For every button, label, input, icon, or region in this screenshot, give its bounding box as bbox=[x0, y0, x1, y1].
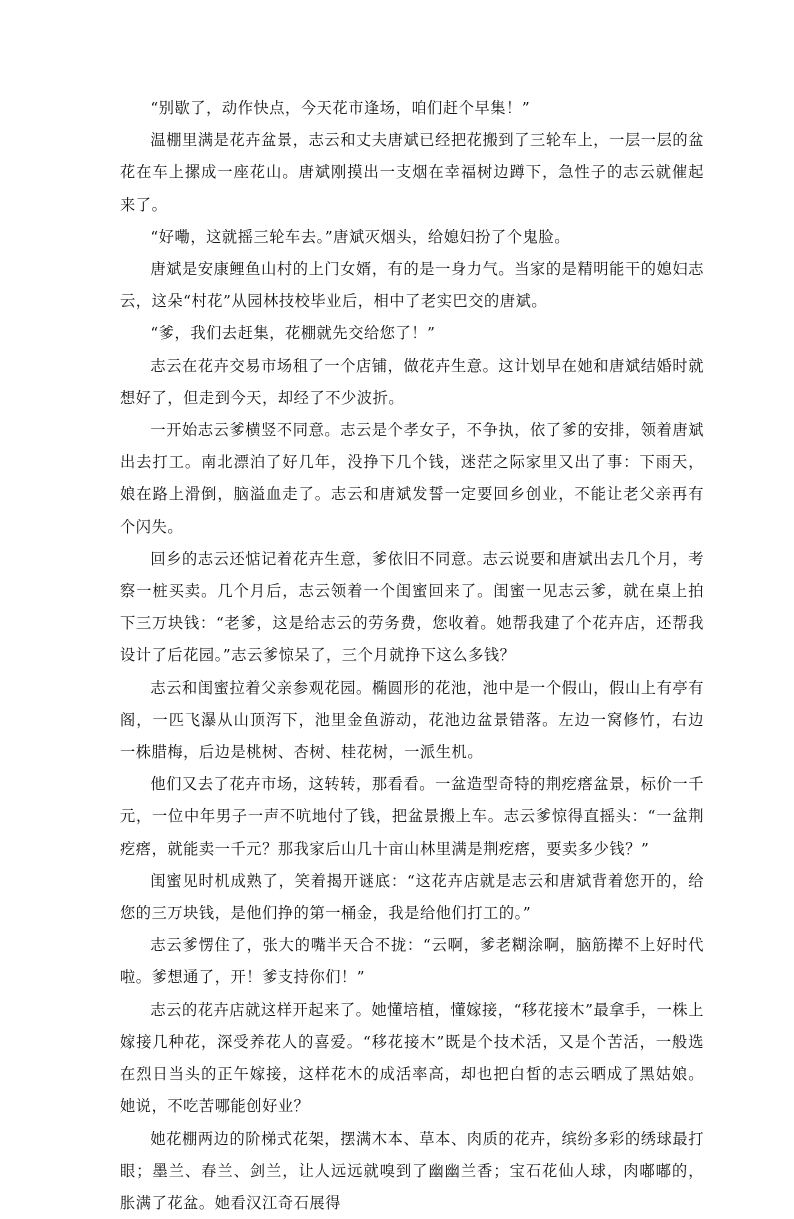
paragraph-8: 回乡的志云还惦记着花卉生意，爹依旧不同意。志云说要和唐斌出去几个月，考察一桩买卖。几个月后，志云领着一个闺蜜回来了。闺蜜一见志云爹，就在桌上拍下三万块钱：“老爹，这是给志云的劳务费，您收着。她帮我建了个花卉店，还帮我设计了后花园。”志云爹惊呆了，三个月就挣下这么多钱？ bbox=[120, 543, 704, 672]
paragraph-11: 闺蜜见时机成熟了，笑着揭开谜底：“这花卉店就是志云和唐斌背着您开的，给您的三万块钱，是他们挣的第一桶金，我是给他们打工的。” bbox=[120, 865, 704, 929]
paragraph-5: “爹，我们去赶集，花棚就先交给您了！” bbox=[120, 317, 704, 349]
paragraph-12: 志云爹愣住了，张大的嘴半天合不拢：“云啊，爹老糊涂啊，脑筋撵不上好时代啦。爹想通了，开！爹支持你们！” bbox=[120, 929, 704, 993]
paragraph-7: 一开始志云爹横竖不同意。志云是个孝女子，不争执，依了爹的安排，领着唐斌出去打工。南北漂泊了好几年，没挣下几个钱，迷茫之际家里又出了事：下雨天，娘在路上滑倒，脑溢血走了。志云和唐斌发誓一定要回乡创业，不能让老父亲再有个闪失。 bbox=[120, 414, 704, 543]
paragraph-2: 温棚里满是花卉盆景，志云和丈夫唐斌已经把花搬到了三轮车上，一层一层的盆花在车上摞成一座花山。唐斌刚摸出一支烟在幸福树边蹲下，急性子的志云就催起来了。 bbox=[120, 124, 704, 221]
paragraph-6: 志云在花卉交易市场租了一个店铺，做花卉生意。这计划早在她和唐斌结婚时就想好了，但走到今天，却经了不少波折。 bbox=[120, 350, 704, 414]
paragraph-4: 唐斌是安康鲤鱼山村的上门女婿，有的是一身力气。当家的是精明能干的媳妇志云，这朵“村花”从园林技校毕业后，相中了老实巴交的唐斌。 bbox=[120, 253, 704, 317]
paragraph-9: 志云和闺蜜拉着父亲参观花园。椭圆形的花池，池中是一个假山，假山上有亭有阁，一匹飞瀑从山顶泻下，池里金鱼游动，花池边盆景错落。左边一窝修竹，右边一株腊梅，后边是桃树、杏树、桂花树，一派生机。 bbox=[120, 672, 704, 769]
paragraph-1: “别歇了，动作快点，今天花市逢场，咱们赶个早集！” bbox=[120, 92, 704, 124]
paragraph-13: 志云的花卉店就这样开起来了。她懂培植，懂嫁接，“移花接木”最拿手，一株上嫁接几种花，深受养花人的喜爱。“移花接木”既是个技术活，又是个苦活，一般选在烈日当头的正午嫁接，这样花木的成活率高，却也把白皙的志云晒成了黑姑娘。她说，不吃苦哪能创好业？ bbox=[120, 994, 704, 1123]
story-text bbox=[120, 92, 704, 1219]
paragraph-3: “好嘞，这就摇三轮车去。”唐斌灭烟头，给媳妇扮了个鬼脸。 bbox=[120, 221, 704, 253]
paragraph-14: 她花棚两边的阶梯式花架，摆满木本、草本、肉质的花卉，缤纷多彩的绣球最打眼；墨兰、春兰、剑兰，让人远远就嗅到了幽幽兰香；宝石花仙人球，肉嘟嘟的，胀满了花盆。她看汉江奇石展得 bbox=[120, 1123, 704, 1219]
paragraph-10: 他们又去了花卉市场，这转转，那看看。一盆造型奇特的荆疙瘩盆景，标价一千元，一位中年男子一声不吭地付了钱，把盆景搬上车。志云爹惊得直摇头：“一盆荆疙瘩，就能卖一千元？那我家后山几十亩山林里满是荆疙瘩，要卖多少钱？” bbox=[120, 768, 704, 865]
